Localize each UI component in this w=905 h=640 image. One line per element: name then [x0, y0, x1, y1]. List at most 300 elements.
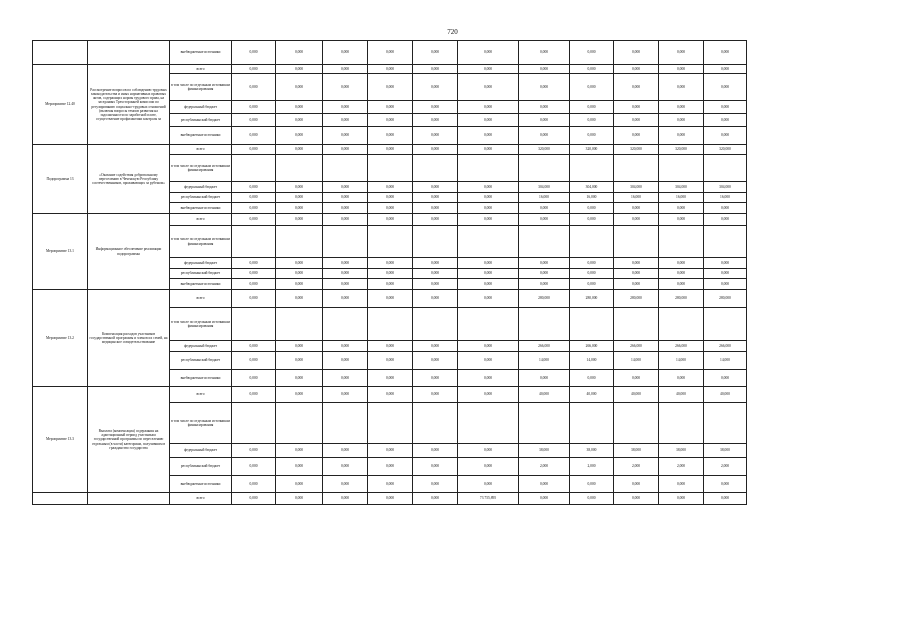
- amount-cell: 0,000: [232, 114, 276, 127]
- amount-cell: [368, 308, 413, 341]
- amount-cell: 0,000: [570, 203, 614, 214]
- amount-cell: 0,000: [323, 203, 368, 214]
- amount-cell: 0,000: [413, 41, 458, 65]
- amount-cell: 0,000: [276, 290, 323, 308]
- table-row: [33, 290, 747, 308]
- table-row: [33, 145, 747, 155]
- amount-cell: 0,000: [368, 493, 413, 505]
- amount-cell: [323, 226, 368, 258]
- amount-cell: 0,000: [519, 269, 570, 279]
- amount-cell: 0,000: [323, 387, 368, 403]
- amount-cell: 0,000: [276, 74, 323, 101]
- amount-cell: 0,000: [458, 258, 519, 269]
- amount-cell: [232, 403, 276, 444]
- amount-cell: 0,000: [704, 370, 747, 387]
- amount-cell: 0,000: [519, 127, 570, 145]
- amount-cell: 0,000: [458, 101, 519, 114]
- amount-cell: 0,000: [232, 476, 276, 493]
- funding-source-cell: внебюджетные источники: [170, 41, 232, 65]
- amount-cell: 16,000: [519, 193, 570, 203]
- amount-cell: 0,000: [659, 493, 704, 505]
- table-row: [33, 65, 747, 74]
- amount-cell: [614, 403, 659, 444]
- amount-cell: 40,000: [614, 387, 659, 403]
- amount-cell: 0,000: [704, 214, 747, 226]
- amount-cell: 0,000: [614, 101, 659, 114]
- amount-cell: 0,000: [323, 258, 368, 269]
- program-code-cell: Мероприятие 13.3: [33, 387, 88, 493]
- amount-cell: 0,000: [519, 370, 570, 387]
- amount-cell: 0,000: [659, 127, 704, 145]
- amount-cell: 0,000: [276, 182, 323, 193]
- amount-cell: 0,000: [368, 114, 413, 127]
- amount-cell: 0,000: [276, 493, 323, 505]
- amount-cell: 0,000: [232, 279, 276, 290]
- amount-cell: 0,000: [276, 476, 323, 493]
- amount-cell: 280,000: [704, 290, 747, 308]
- amount-cell: 0,000: [704, 101, 747, 114]
- amount-cell: [659, 226, 704, 258]
- amount-cell: [704, 155, 747, 182]
- amount-cell: 0,000: [323, 114, 368, 127]
- amount-cell: [519, 308, 570, 341]
- amount-cell: 0,000: [413, 444, 458, 458]
- amount-cell: 0,000: [614, 65, 659, 74]
- funding-source-cell: в том числе по отдельным источникам финансирования: [170, 74, 232, 101]
- amount-cell: 0,000: [570, 127, 614, 145]
- amount-cell: 0,000: [458, 341, 519, 352]
- amount-cell: 280,000: [570, 290, 614, 308]
- amount-cell: [570, 226, 614, 258]
- amount-cell: 0,000: [276, 41, 323, 65]
- amount-cell: 0,000: [276, 458, 323, 476]
- amount-cell: 2,000: [614, 458, 659, 476]
- amount-cell: 0,000: [704, 41, 747, 65]
- program-code-cell: Подпрограмма 13: [33, 145, 88, 214]
- amount-cell: 0,000: [232, 387, 276, 403]
- funding-source-cell: всего: [170, 387, 232, 403]
- amount-cell: 0,000: [659, 114, 704, 127]
- funding-source-cell: республиканский бюджет: [170, 114, 232, 127]
- amount-cell: 0,000: [368, 193, 413, 203]
- page-number: 720: [447, 28, 458, 36]
- amount-cell: 0,000: [232, 182, 276, 193]
- amount-cell: 0,000: [704, 127, 747, 145]
- table-row: [33, 493, 747, 505]
- amount-cell: 0,000: [458, 387, 519, 403]
- amount-cell: [704, 308, 747, 341]
- amount-cell: 0,000: [458, 279, 519, 290]
- amount-cell: 0,000: [323, 182, 368, 193]
- amount-cell: 0,000: [232, 101, 276, 114]
- amount-cell: 0,000: [570, 370, 614, 387]
- amount-cell: 0,000: [368, 444, 413, 458]
- amount-cell: [519, 403, 570, 444]
- amount-cell: [704, 226, 747, 258]
- amount-cell: 266,000: [659, 341, 704, 352]
- program-code-cell: Мероприятие 13.2: [33, 290, 88, 387]
- amount-cell: 0,000: [413, 476, 458, 493]
- amount-cell: 0,000: [368, 370, 413, 387]
- program-name-cell: Компенсация расходов участников государственной программы и членов их семей, на медицинское освидетельствование: [88, 290, 170, 387]
- amount-cell: 0,000: [323, 101, 368, 114]
- amount-cell: 0,000: [458, 145, 519, 155]
- amount-cell: 0,000: [614, 203, 659, 214]
- amount-cell: 38,000: [614, 444, 659, 458]
- amount-cell: 73 755,895: [458, 493, 519, 505]
- amount-cell: 14,000: [614, 352, 659, 370]
- amount-cell: 0,000: [232, 203, 276, 214]
- amount-cell: 0,000: [659, 65, 704, 74]
- amount-cell: 0,000: [413, 65, 458, 74]
- amount-cell: 0,000: [232, 444, 276, 458]
- amount-cell: 0,000: [519, 279, 570, 290]
- amount-cell: 0,000: [570, 258, 614, 269]
- amount-cell: [704, 403, 747, 444]
- amount-cell: [614, 155, 659, 182]
- amount-cell: 320,000: [519, 145, 570, 155]
- amount-cell: 0,000: [614, 114, 659, 127]
- amount-cell: 0,000: [413, 352, 458, 370]
- amount-cell: 0,000: [413, 341, 458, 352]
- amount-cell: [519, 226, 570, 258]
- funding-source-cell: федеральный бюджет: [170, 341, 232, 352]
- amount-cell: 0,000: [232, 269, 276, 279]
- amount-cell: 0,000: [659, 370, 704, 387]
- funding-source-cell: республиканский бюджет: [170, 269, 232, 279]
- amount-cell: 0,000: [519, 74, 570, 101]
- program-name-cell: [88, 41, 170, 65]
- amount-cell: 304,000: [704, 182, 747, 193]
- program-name-cell: Информационное обеспечение реализации подпрограммы: [88, 214, 170, 290]
- amount-cell: 0,000: [614, 258, 659, 269]
- amount-cell: [614, 308, 659, 341]
- program-name-cell: Выплата (компенсация) содержания на адаптационный период участникам государственной программы по переселению отдельным (в части) категориям, получившим в гражданство государства: [88, 387, 170, 493]
- program-code-cell: Мероприятие 13.1: [33, 214, 88, 290]
- funding-source-cell: внебюджетные источники: [170, 203, 232, 214]
- amount-cell: 0,000: [368, 74, 413, 101]
- amount-cell: 0,000: [570, 41, 614, 65]
- amount-cell: 0,000: [570, 101, 614, 114]
- amount-cell: 0,000: [276, 387, 323, 403]
- amount-cell: 0,000: [458, 114, 519, 127]
- table-row: [33, 387, 747, 403]
- funding-source-cell: всего: [170, 214, 232, 226]
- amount-cell: 0,000: [368, 182, 413, 193]
- amount-cell: 0,000: [232, 493, 276, 505]
- funding-source-cell: в том числе по отдельным источникам финансирования: [170, 403, 232, 444]
- amount-cell: 0,000: [276, 269, 323, 279]
- amount-cell: [458, 403, 519, 444]
- amount-cell: 0,000: [458, 290, 519, 308]
- amount-cell: 266,000: [570, 341, 614, 352]
- amount-cell: 0,000: [519, 214, 570, 226]
- amount-cell: 14,000: [659, 352, 704, 370]
- amount-cell: [570, 155, 614, 182]
- amount-cell: 0,000: [413, 458, 458, 476]
- amount-cell: 0,000: [659, 279, 704, 290]
- amount-cell: 0,000: [570, 493, 614, 505]
- amount-cell: 40,000: [659, 387, 704, 403]
- amount-cell: 0,000: [276, 127, 323, 145]
- amount-cell: 0,000: [413, 370, 458, 387]
- amount-cell: 0,000: [368, 127, 413, 145]
- amount-cell: 0,000: [368, 290, 413, 308]
- amount-cell: [458, 155, 519, 182]
- amount-cell: 0,000: [704, 65, 747, 74]
- amount-cell: 0,000: [519, 203, 570, 214]
- amount-cell: [276, 308, 323, 341]
- amount-cell: 0,000: [413, 290, 458, 308]
- amount-cell: 38,000: [704, 444, 747, 458]
- amount-cell: 0,000: [614, 41, 659, 65]
- amount-cell: [276, 403, 323, 444]
- amount-cell: [232, 226, 276, 258]
- program-code-cell: [33, 41, 88, 65]
- amount-cell: [323, 155, 368, 182]
- table-row: [33, 214, 747, 226]
- program-name-cell: «Оказание содействия добровольному переселению в Чеченскую Республику соотечественников, проживающих за рубежом»: [88, 145, 170, 214]
- amount-cell: 0,000: [614, 127, 659, 145]
- amount-cell: 2,000: [519, 458, 570, 476]
- amount-cell: [413, 403, 458, 444]
- amount-cell: 0,000: [368, 458, 413, 476]
- amount-cell: [614, 226, 659, 258]
- amount-cell: 38,000: [570, 444, 614, 458]
- amount-cell: 0,000: [614, 370, 659, 387]
- amount-cell: 0,000: [704, 269, 747, 279]
- program-code-cell: Мероприятие 12.40: [33, 65, 88, 145]
- funding-source-cell: федеральный бюджет: [170, 182, 232, 193]
- amount-cell: 0,000: [413, 145, 458, 155]
- amount-cell: 0,000: [232, 65, 276, 74]
- amount-cell: 304,000: [659, 182, 704, 193]
- amount-cell: 0,000: [659, 203, 704, 214]
- amount-cell: 0,000: [704, 476, 747, 493]
- amount-cell: 0,000: [323, 214, 368, 226]
- amount-cell: 0,000: [519, 114, 570, 127]
- amount-cell: 16,000: [659, 193, 704, 203]
- amount-cell: 0,000: [368, 214, 413, 226]
- amount-cell: 0,000: [323, 74, 368, 101]
- amount-cell: 0,000: [659, 74, 704, 101]
- amount-cell: 40,000: [704, 387, 747, 403]
- amount-cell: 0,000: [458, 476, 519, 493]
- amount-cell: 0,000: [323, 127, 368, 145]
- amount-cell: 0,000: [276, 193, 323, 203]
- amount-cell: 0,000: [232, 341, 276, 352]
- amount-cell: 0,000: [704, 203, 747, 214]
- amount-cell: 0,000: [276, 101, 323, 114]
- funding-source-cell: федеральный бюджет: [170, 444, 232, 458]
- amount-cell: 0,000: [368, 145, 413, 155]
- amount-cell: [570, 308, 614, 341]
- amount-cell: 0,000: [276, 65, 323, 74]
- funding-source-cell: всего: [170, 290, 232, 308]
- amount-cell: 0,000: [232, 370, 276, 387]
- amount-cell: 0,000: [519, 101, 570, 114]
- amount-cell: 40,000: [570, 387, 614, 403]
- amount-cell: 0,000: [413, 387, 458, 403]
- amount-cell: 0,000: [323, 493, 368, 505]
- amount-cell: 0,000: [232, 458, 276, 476]
- amount-cell: 0,000: [458, 41, 519, 65]
- amount-cell: 0,000: [458, 182, 519, 193]
- amount-cell: 0,000: [413, 258, 458, 269]
- program-code-cell: [33, 493, 88, 505]
- amount-cell: 0,000: [458, 127, 519, 145]
- program-name-cell: Рассмотрение вопросов по соблюдению трудовых законодательства и иных нормативных правовых актов, содержащих нормы трудового права, на заседаниях Трехсторонней комиссии по регулированию социально-трудовых отношений (включая вопросы темпов развития на задолженности по заработной плате, осуществление профилактики контроля за: [88, 65, 170, 145]
- amount-cell: [276, 226, 323, 258]
- amount-cell: 304,000: [570, 182, 614, 193]
- amount-cell: 0,000: [368, 65, 413, 74]
- amount-cell: 0,000: [458, 444, 519, 458]
- amount-cell: 0,000: [276, 214, 323, 226]
- amount-cell: 0,000: [276, 203, 323, 214]
- amount-cell: 0,000: [519, 65, 570, 74]
- amount-cell: 0,000: [368, 269, 413, 279]
- program-name-cell: [88, 493, 170, 505]
- amount-cell: [276, 155, 323, 182]
- amount-cell: 0,000: [276, 279, 323, 290]
- amount-cell: [323, 308, 368, 341]
- amount-cell: [368, 403, 413, 444]
- amount-cell: 0,000: [704, 74, 747, 101]
- amount-cell: 0,000: [570, 269, 614, 279]
- amount-cell: [368, 155, 413, 182]
- amount-cell: 0,000: [519, 476, 570, 493]
- amount-cell: 0,000: [323, 145, 368, 155]
- amount-cell: 0,000: [659, 214, 704, 226]
- amount-cell: 0,000: [413, 269, 458, 279]
- amount-cell: 266,000: [519, 341, 570, 352]
- amount-cell: [413, 308, 458, 341]
- amount-cell: 0,000: [368, 203, 413, 214]
- funding-source-cell: в том числе по отдельным источникам финансирования: [170, 226, 232, 258]
- amount-cell: 0,000: [368, 341, 413, 352]
- amount-cell: 0,000: [323, 290, 368, 308]
- amount-cell: 0,000: [704, 258, 747, 269]
- amount-cell: 0,000: [323, 444, 368, 458]
- amount-cell: 0,000: [232, 127, 276, 145]
- amount-cell: 0,000: [323, 476, 368, 493]
- amount-cell: 0,000: [323, 352, 368, 370]
- amount-cell: 0,000: [323, 193, 368, 203]
- amount-cell: 0,000: [659, 269, 704, 279]
- amount-cell: 0,000: [323, 458, 368, 476]
- funding-source-cell: внебюджетные источники: [170, 476, 232, 493]
- amount-cell: [413, 155, 458, 182]
- amount-cell: 0,000: [570, 65, 614, 74]
- amount-cell: [659, 155, 704, 182]
- amount-cell: 0,000: [519, 258, 570, 269]
- amount-cell: [519, 155, 570, 182]
- amount-cell: 0,000: [323, 279, 368, 290]
- amount-cell: 38,000: [519, 444, 570, 458]
- budget-table: [32, 40, 747, 505]
- amount-cell: 0,000: [368, 279, 413, 290]
- amount-cell: 266,000: [704, 341, 747, 352]
- amount-cell: 0,000: [458, 65, 519, 74]
- amount-cell: 0,000: [232, 41, 276, 65]
- amount-cell: 0,000: [413, 193, 458, 203]
- amount-cell: 0,000: [276, 352, 323, 370]
- amount-cell: 16,000: [704, 193, 747, 203]
- funding-source-cell: внебюджетные источники: [170, 370, 232, 387]
- amount-cell: 0,000: [413, 114, 458, 127]
- amount-cell: 280,000: [659, 290, 704, 308]
- amount-cell: 0,000: [614, 279, 659, 290]
- amount-cell: 0,000: [276, 444, 323, 458]
- amount-cell: 0,000: [413, 279, 458, 290]
- amount-cell: [368, 226, 413, 258]
- amount-cell: 0,000: [232, 214, 276, 226]
- amount-cell: 0,000: [413, 101, 458, 114]
- amount-cell: 0,000: [368, 258, 413, 269]
- amount-cell: 0,000: [659, 476, 704, 493]
- amount-cell: 0,000: [570, 74, 614, 101]
- amount-cell: 320,000: [659, 145, 704, 155]
- amount-cell: 0,000: [614, 214, 659, 226]
- amount-cell: 0,000: [458, 214, 519, 226]
- amount-cell: 0,000: [659, 258, 704, 269]
- amount-cell: 0,000: [232, 145, 276, 155]
- amount-cell: 0,000: [704, 493, 747, 505]
- amount-cell: [413, 226, 458, 258]
- amount-cell: 0,000: [368, 352, 413, 370]
- amount-cell: 14,000: [519, 352, 570, 370]
- amount-cell: 0,000: [232, 74, 276, 101]
- amount-cell: 0,000: [570, 214, 614, 226]
- amount-cell: 0,000: [368, 41, 413, 65]
- funding-source-cell: в том числе по отдельным источникам финансирования: [170, 308, 232, 341]
- funding-source-cell: республиканский бюджет: [170, 352, 232, 370]
- amount-cell: [232, 155, 276, 182]
- amount-cell: 0,000: [276, 114, 323, 127]
- funding-source-cell: внебюджетные источники: [170, 127, 232, 145]
- amount-cell: 0,000: [368, 101, 413, 114]
- amount-cell: 40,000: [519, 387, 570, 403]
- amount-cell: 280,000: [519, 290, 570, 308]
- amount-cell: 0,000: [323, 269, 368, 279]
- amount-cell: 304,000: [614, 182, 659, 193]
- amount-cell: 38,000: [659, 444, 704, 458]
- amount-cell: 0,000: [458, 458, 519, 476]
- amount-cell: 2,000: [704, 458, 747, 476]
- amount-cell: 0,000: [570, 114, 614, 127]
- amount-cell: 320,000: [614, 145, 659, 155]
- amount-cell: [232, 308, 276, 341]
- amount-cell: 0,000: [614, 269, 659, 279]
- amount-cell: 0,000: [519, 493, 570, 505]
- amount-cell: 320,000: [704, 145, 747, 155]
- amount-cell: 0,000: [232, 352, 276, 370]
- amount-cell: 0,000: [458, 74, 519, 101]
- amount-cell: 0,000: [413, 74, 458, 101]
- amount-cell: [659, 308, 704, 341]
- amount-cell: 0,000: [614, 493, 659, 505]
- amount-cell: 0,000: [413, 214, 458, 226]
- funding-source-cell: федеральный бюджет: [170, 258, 232, 269]
- amount-cell: 0,000: [458, 269, 519, 279]
- amount-cell: 0,000: [413, 127, 458, 145]
- funding-source-cell: всего: [170, 145, 232, 155]
- amount-cell: 0,000: [276, 341, 323, 352]
- funding-source-cell: республиканский бюджет: [170, 458, 232, 476]
- amount-cell: 0,000: [413, 493, 458, 505]
- amount-cell: 0,000: [413, 182, 458, 193]
- amount-cell: 0,000: [704, 279, 747, 290]
